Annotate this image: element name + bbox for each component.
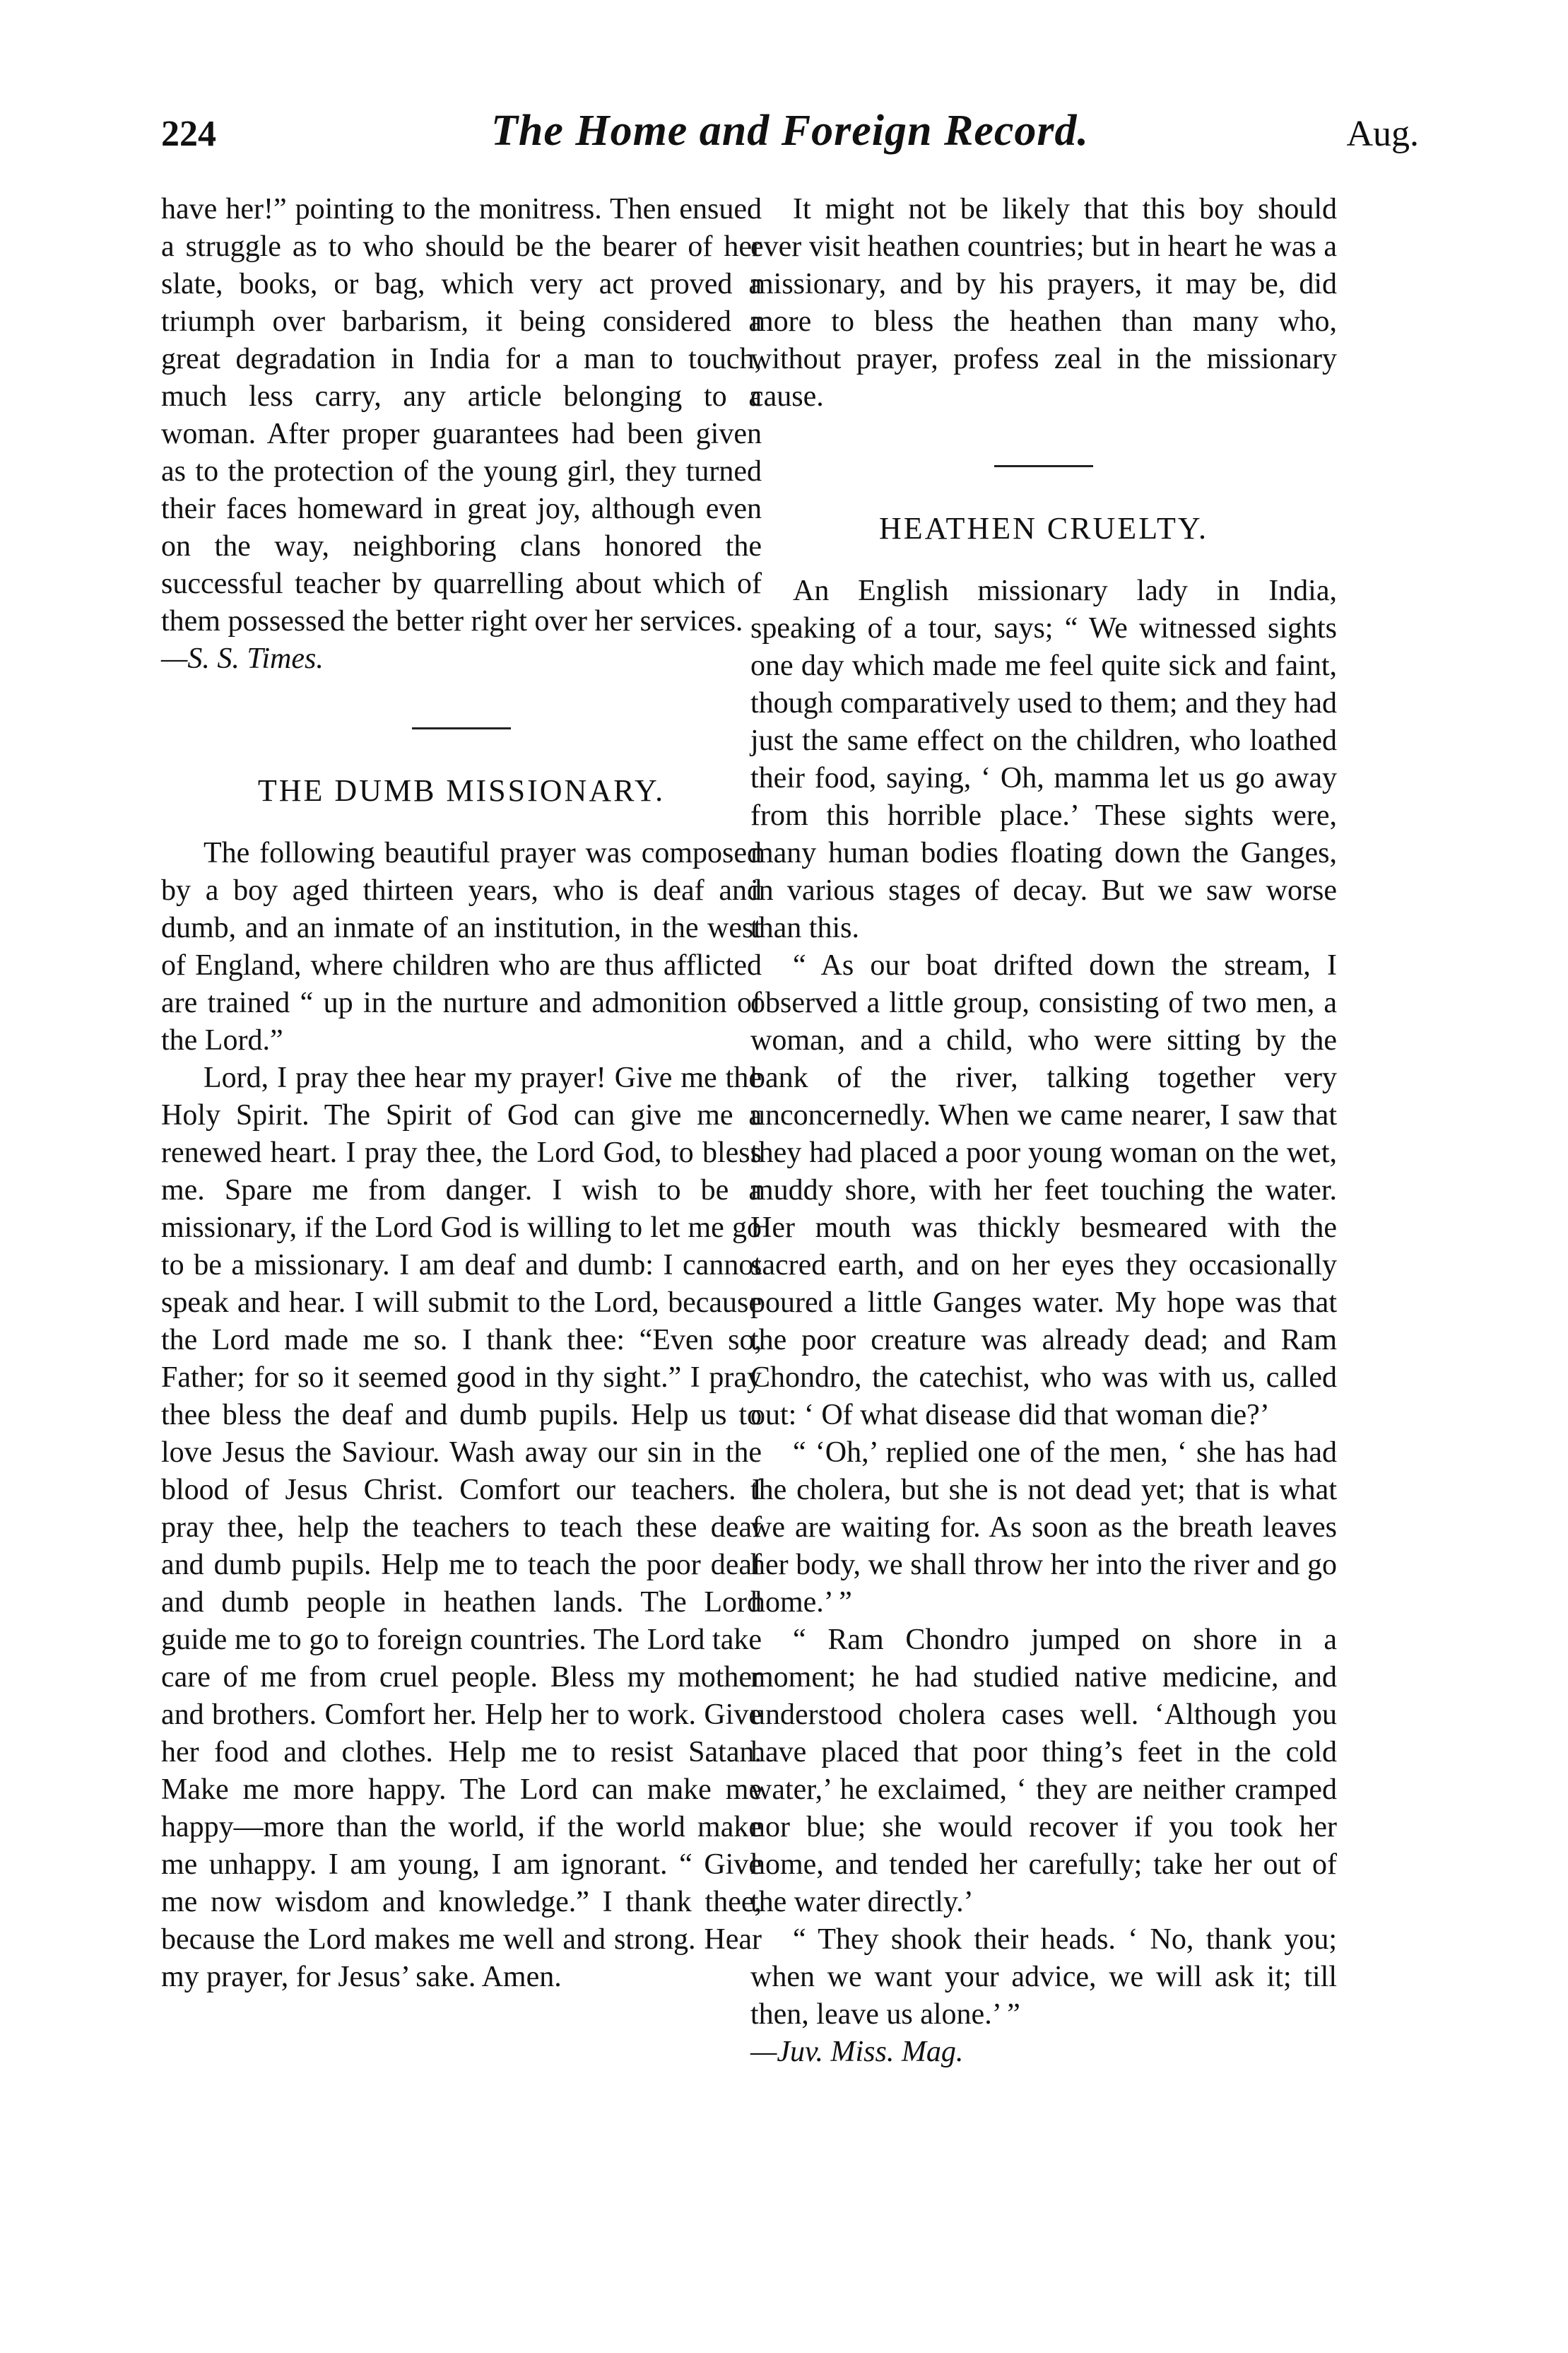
prayer-text: Lord, I pray thee hear my prayer! Give me the Holy Spirit. The Spirit of God can give me a renewed heart. I pray thee, the Lord God, to bless me. Spare me from danger. I wish to be a missionary, if the Lord God is willing to let me go to be a missionary. I am deaf and dumb: I cannot speak and hear. I will submit to the Lord, because the Lord made me so. I thank thee: “Even so, Father; for so it seemed good in thy sight.” I pray thee bless the deaf and dumb pupils. Help us to love Jesus the Saviour. Wash away our sin in the blood of Jesus Christ. Comfort our teachers. I pray thee, help the teachers to teach these deaf and dumb pupils. Help me to teach the poor deaf and dumb people in heathen lands. The Lord guide me to go to foreign countries. The Lord take care of me from cruel people. Bless my mother and brothers. Comfort her. Help her to work. Give her food and clothes. Help me to resist Satan. Make me more happy. The Lord can make me happy—more than the world, if the world make me unhappy. I am young, I am ignorant. “ Give me now wisdom and knowledge.” I thank thee, because the Lord makes me well and strong. Hear my prayer, for Jesus’ sake. Amen. (161, 1062, 762, 1993)
article-paragraph: “ As our boat drifted down the stream, I observed a little group, consisting of two men, a woman, and a child, who were sitting by the bank of the river, talking together very unconcernedly. When we came nearer, I saw that they had placed a poor young woman on the wet, muddy shore, with her feet touching the water. Her mouth was thickly besmeared with the sacred earth, and on her eyes they occasionally poured a little Ganges water. My hope was that the poor creature was already dead; and Ram Chondro, the catechist, who was with us, called out: ‘ Of what disease did that woman die?’ (750, 949, 1337, 1431)
page-number: 224 (161, 114, 216, 154)
article-title-heathen-cruelty: HEATHEN CRUELTY. (878, 511, 1209, 546)
continued-source: —S. S. Times. (161, 642, 324, 675)
left-column (161, 191, 762, 1996)
article-title-dumb-missionary: THE DUMB MISSIONARY. (257, 773, 666, 808)
article-paragraph: “ Ram Chondro jumped on shore in a moment; he had studied native medicine, and understood cholera cases well. ‘Although you have placed that poor thing’s feet in the cold water,’ he exclaimed, ‘ they are neither cramped nor blue; she would recover if you took her home, and tended her carefully; take her out of the water directly.’ (750, 1624, 1337, 1918)
article-paragraph: An English missionary lady in India, speaking of a tour, says; “ We witnessed sights one day which made me feel quite sick and faint, though comparatively used to them; and they had just the same effect on the children, who loathed their food, saying, ‘ Oh, mamma let us go away from this horrible place.’ These sights were, many human bodies floating down the Ganges, in various stages of decay. But we saw worse than this. (750, 575, 1337, 944)
journal-title: The Home and Foreign Record. (490, 107, 1090, 155)
page-header (161, 106, 1419, 184)
article-source: —Juv. Miss. Mag. (750, 2036, 964, 2068)
article-paragraph: “ They shook their heads. ‘ No, thank you; when we want your advice, we will ask it; till then, leave us alone.’ ” (750, 1923, 1337, 2031)
article-intro: The following beautiful prayer was composed by a boy aged thirteen years, who is deaf and dumb, and an inmate of an institution, in the west of England, where children who are thus afflicted are trained “ up in the nurture and admonition of the Lord.” (161, 837, 762, 1057)
page-month: Aug. (1346, 114, 1419, 154)
article-paragraph: “ ‘Oh,’ replied one of the men, ‘ she has had the cholera, but she is not dead yet; that is what we are waiting for. As soon as the breath leaves her body, we shall throw her into the river and go home.’ ” (750, 1436, 1337, 1619)
section-divider (994, 465, 1093, 467)
section-divider (412, 727, 511, 729)
right-column (750, 191, 1337, 2071)
continued-paragraph: have her!” pointing to the monitress. Then ensued a struggle as to who should be the bearer of her slate, books, or bag, which very act proved a triumph over barbarism, it being considered a great degradation in India for a man to touch, much less carry, any article belonging to a woman. After proper guarantees had been given as to the protection of the young girl, they turned their faces homeward in great joy, although even on the way, neighboring clans honored the successful teacher by quarrelling about which of them possessed the better right over her services. (161, 193, 762, 638)
continued-paragraph-right: It might not be likely that this boy should ever visit heathen countries; but in heart he was a missionary, and by his prayers, it may be, did more to bless the heathen than many who, without prayer, profess zeal in the missionary cause. (750, 193, 1337, 413)
